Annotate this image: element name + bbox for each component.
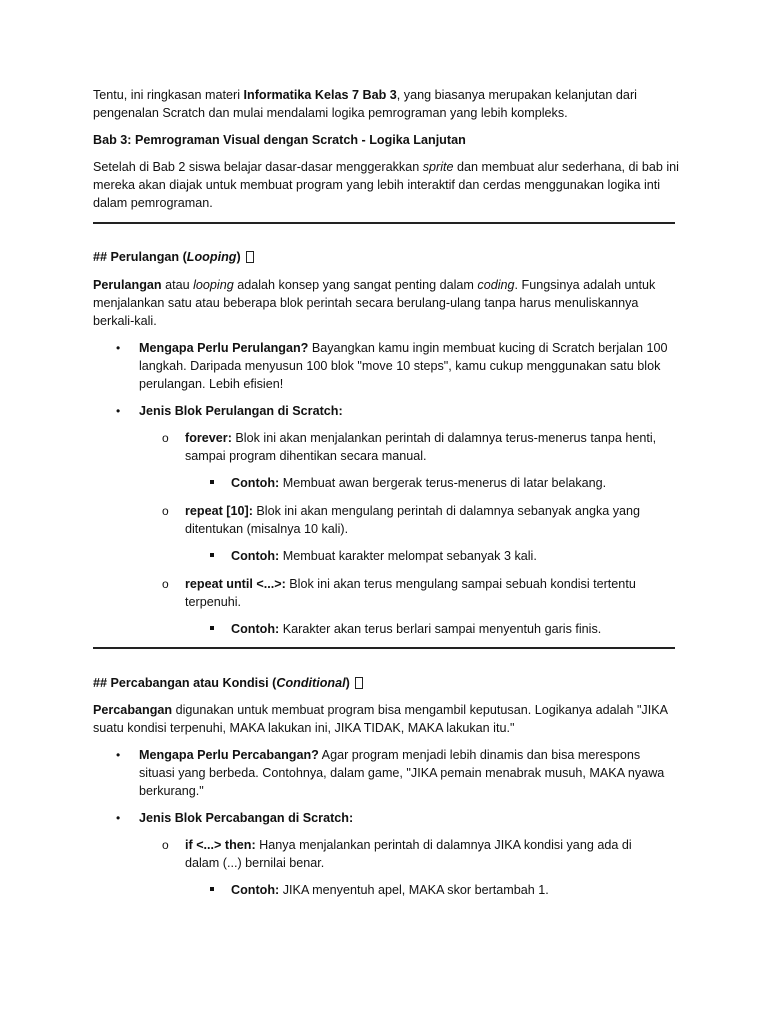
square-bullet [210, 553, 214, 557]
conditional-why-item: Mengapa Perlu Percabangan? Agar program menjadi lebih dinamis dan bisa merespons situasi yang berbeda. Contohnya, dalam game, "JIKA pemain menabrak musuh, MAKA nyawa berkurang." [139, 748, 665, 798]
looping-why-item: Mengapa Perlu Perulangan? Bayangkan kamu ingin membuat kucing di Scratch berjalan 100 langkah. Daripada menyusun 100 blok "move 10 steps", kamu cukup menggunakan satu blok perulangan. Lebih efisien! [139, 341, 668, 391]
forever-example: Contoh: Membuat awan bergerak terus-menerus di latar belakang. [231, 476, 607, 490]
sub-bullet-marker: o [162, 504, 169, 518]
square-bullet [210, 626, 214, 630]
repeat-until-example: Contoh: Karakter akan terus berlari sampai menyentuh garis finis. [231, 622, 602, 636]
forever-item: forever: Blok ini akan menjalankan perintah di dalamnya terus-menerus tanpa henti, sampai program dihentikan secara manual. [185, 431, 657, 463]
bullet-marker: • [116, 404, 121, 418]
repeat-until-item: repeat until <...>: Blok ini akan terus mengulang sampai sebuah kondisi tertentu terpenuhi. [185, 577, 636, 609]
bullet-marker: • [116, 811, 121, 825]
bullet-marker: • [116, 748, 121, 762]
sub-bullet-marker: o [162, 838, 169, 852]
intro-paragraph: Tentu, ini ringkasan materi Informatika Kelas 7 Bab 3, yang biasanya merupakan kelanjutan dari pengenalan Scratch dan mulai mendalami logika pemrograman yang lebih kompleks. [93, 88, 637, 120]
repeat-example: Contoh: Membuat karakter melompat sebanyak 3 kali. [231, 549, 537, 563]
bullet-marker: • [116, 341, 121, 355]
square-bullet [210, 480, 214, 484]
conditional-definition: Percabangan digunakan untuk membuat program bisa mengambil keputusan. Logikanya adalah "JIKA suatu kondisi terpenuhi, MAKA lakukan ini, JIKA TIDAK, MAKA lakukan itu." [93, 703, 668, 735]
missing-glyph-icon [355, 677, 363, 689]
chapter-title: Bab 3: Pemrograman Visual dengan Scratch - Logika Lanjutan [93, 133, 466, 147]
looping-types-item: Jenis Blok Perulangan di Scratch: [139, 404, 343, 418]
section-divider [93, 222, 675, 224]
if-then-example: Contoh: JIKA menyentuh apel, MAKA skor bertambah 1. [231, 883, 549, 897]
looping-heading: ## Perulangan (Looping) [93, 248, 683, 266]
section-divider [93, 647, 675, 649]
square-bullet [210, 887, 214, 891]
sub-bullet-marker: o [162, 431, 169, 445]
conditional-types-item: Jenis Blok Percabangan di Scratch: [139, 811, 354, 825]
if-then-item: if <...> then: Hanya menjalankan perintah di dalamnya JIKA kondisi yang ada di dalam (...) bernilai benar. [185, 838, 632, 870]
missing-glyph-icon [246, 251, 254, 263]
sub-bullet-marker: o [162, 577, 169, 591]
looping-definition: Perulangan atau looping adalah konsep yang sangat penting dalam coding. Fungsinya adalah untuk menjalankan satu atau beberapa blok perintah secara berulang-ulang tanpa harus menuliskannya berkali-kali. [93, 278, 656, 328]
chapter-intro-paragraph: Setelah di Bab 2 siswa belajar dasar-dasar menggerakkan sprite dan membuat alur sederhana, di bab ini mereka akan diajak untuk membuat program yang lebih interaktif dan cerdas menggunakan logika inti dalam pemrograman. [93, 160, 679, 210]
repeat-item: repeat [10]: Blok ini akan mengulang perintah di dalamnya sebanyak angka yang ditentukan (misalnya 10 kali). [185, 504, 641, 536]
conditional-heading: ## Percabangan atau Kondisi (Conditional) [93, 674, 683, 692]
